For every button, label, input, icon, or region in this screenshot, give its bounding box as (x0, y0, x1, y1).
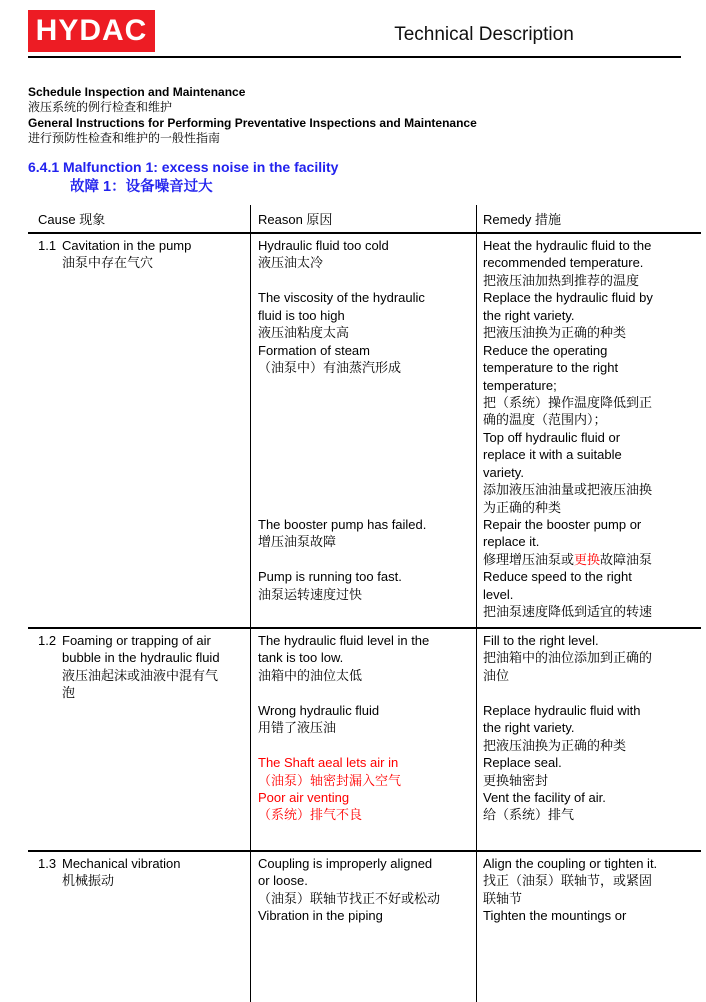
text-line (258, 254, 476, 271)
text-line (483, 411, 701, 428)
text-line (258, 684, 476, 701)
text-line (483, 872, 701, 889)
text-segment: variety. (483, 464, 524, 480)
text-segment: Replace the hydraulic fluid by (483, 290, 653, 306)
text-line (258, 719, 476, 736)
text-line (483, 377, 701, 394)
text-segment: 泡 (62, 685, 76, 701)
text-segment: 液压油起沫或油液中混有气 (62, 667, 219, 683)
text-line (483, 429, 701, 446)
text-line (258, 806, 476, 823)
text-line (483, 446, 701, 463)
text-line (258, 872, 476, 889)
text-segment: 机械振动 (62, 873, 115, 889)
text-line (258, 237, 476, 254)
table-row (28, 852, 701, 1002)
text-segment: （油泵）联轴节找正不好或松动 (258, 890, 441, 906)
text-line (258, 377, 476, 394)
intro-line-zh-2: 进行预防性检查和维护的一般性指南 (28, 131, 221, 146)
text-line (258, 289, 476, 306)
text-segment: 故障油泵 (600, 551, 653, 567)
text-segment: Formation of steam (258, 342, 370, 358)
text-segment: Reduce the operating (483, 342, 608, 358)
text-segment: Cavitation in the pump (62, 238, 192, 253)
text-segment: level. (483, 586, 514, 602)
text-segment: Top off hydraulic fluid or (483, 429, 621, 445)
text-segment: Mechanical vibration (62, 856, 181, 871)
text-line (258, 394, 476, 411)
table-body (28, 234, 701, 1002)
row-number: 1.1 (38, 238, 57, 253)
text-line (258, 754, 476, 771)
text-line (258, 307, 476, 324)
text-line (483, 324, 701, 341)
text-line (483, 702, 701, 719)
highlighted-text: 更换 (574, 551, 601, 567)
text-line (483, 649, 701, 666)
text-segment: Reduce speed to the right (483, 569, 632, 585)
text-line (483, 719, 701, 736)
text-segment: Fill to the right level. (483, 633, 599, 648)
text-line (258, 359, 476, 376)
reason-cell (250, 629, 476, 850)
cause-cell (28, 629, 250, 850)
text-segment: 把液压油换为正确的种类 (483, 325, 627, 341)
text-segment: recommended temperature. (483, 255, 644, 271)
text-segment: 把（系统）操作温度降低到正 (483, 394, 653, 410)
text-segment: Wrong hydraulic fluid (258, 702, 380, 718)
text-line (258, 533, 476, 550)
text-line (258, 324, 476, 341)
text-segment: 把油箱中的油位添加到正确的 (483, 650, 653, 666)
text-segment: 修理增压油泵或 (483, 551, 575, 567)
text-segment: Replace hydraulic fluid with (483, 702, 641, 718)
text-line (483, 481, 701, 498)
text-segment: 确的温度（范围内）； (483, 412, 607, 428)
text-segment: 为正确的种类 (483, 499, 562, 515)
text-line (483, 772, 701, 789)
text-segment: Tighten the mountings or (483, 908, 627, 924)
reason-cell (250, 852, 476, 1002)
text-segment: Coupling is improperly aligned (258, 856, 433, 871)
text-segment: 把油泵速度降低到适宜的转速 (483, 604, 653, 620)
row-number: 1.3 (38, 856, 57, 871)
text-line (483, 684, 701, 701)
text-segment: The hydraulic fluid level in the (258, 633, 430, 648)
text-line (483, 359, 701, 376)
text-segment: temperature to the right (483, 360, 619, 376)
text-line (258, 568, 476, 585)
text-segment: 更换轴密封 (483, 772, 549, 788)
intro-line-en-1: Schedule Inspection and Maintenance (28, 85, 246, 99)
column-header-remedy: Remedy 措施 (476, 205, 701, 232)
text-line (483, 907, 701, 924)
text-line (258, 772, 476, 789)
text-line (483, 533, 701, 550)
text-segment: replace it with a suitable (483, 447, 622, 463)
text-line (258, 855, 476, 872)
text-segment: or loose. (258, 873, 308, 889)
text-line (258, 464, 476, 481)
row-number: 1.2 (38, 633, 57, 648)
text-line (258, 272, 476, 289)
cause-cell (28, 852, 250, 1002)
text-segment: 油泵中存在气穴 (62, 255, 154, 271)
text-segment: 把液压油加热到推荐的温度 (483, 272, 640, 288)
text-line (258, 649, 476, 666)
text-line (483, 586, 701, 603)
column-header-reason: Reason 原因 (250, 205, 476, 232)
intro-line-zh-1: 液压系统的例行检查和维护 (28, 100, 173, 115)
cause-cell (28, 234, 250, 627)
text-segment: Hydraulic fluid too cold (258, 238, 389, 253)
text-line (258, 632, 476, 649)
text-segment: 找正（油泵）联轴节，或紧固 (483, 873, 653, 889)
text-line (483, 754, 701, 771)
section-heading-en: 6.4.1 Malfunction 1: excess noise in the facility (28, 159, 339, 175)
text-segment: （油泵中）有油蒸汽形成 (258, 360, 402, 376)
text-line (258, 446, 476, 463)
text-line (258, 667, 476, 684)
text-segment: 液压油粘度太高 (258, 325, 350, 341)
text-line (62, 684, 250, 701)
text-segment: Pump is running too fast. (258, 569, 402, 585)
hydac-logo (28, 10, 155, 52)
text-line (483, 855, 701, 872)
text-segment: bubble in the hydraulic fluid (62, 650, 220, 666)
text-line (62, 855, 250, 872)
text-line (258, 499, 476, 516)
column-header-cause: Cause 现象 (38, 212, 106, 227)
header-divider (28, 56, 681, 58)
text-segment: Vent the facility of air. (483, 789, 606, 805)
highlighted-text: Poor air venting (258, 789, 350, 805)
text-line (258, 481, 476, 498)
text-segment: The booster pump has failed. (258, 517, 427, 532)
table-row (28, 629, 701, 852)
section-heading-zh: 故障 1：设备噪音过大 (70, 178, 213, 195)
text-segment: 油泵运转速度过快 (258, 586, 363, 602)
text-line (483, 272, 701, 289)
text-line (62, 872, 250, 889)
hydac-logo-text: HYDAC (35, 14, 148, 47)
text-segment: The viscosity of the hydraulic (258, 290, 425, 306)
text-line (258, 516, 476, 533)
text-segment: 把液压油换为正确的种类 (483, 737, 627, 753)
text-segment: 油箱中的油位太低 (258, 667, 363, 683)
text-line (258, 789, 476, 806)
text-segment: the right variety. (483, 307, 575, 323)
text-segment: 给（系统）排气 (483, 807, 575, 823)
text-line (258, 342, 476, 359)
text-segment: the right variety. (483, 720, 575, 736)
text-segment: Align the coupling or tighten it. (483, 856, 658, 871)
text-segment: 液压油太冷 (258, 255, 324, 271)
text-line (258, 586, 476, 603)
reason-cell (250, 234, 476, 627)
text-line (62, 632, 250, 649)
text-segment: temperature; (483, 377, 557, 393)
remedy-cell (476, 234, 701, 627)
text-segment: 用错了液压油 (258, 720, 337, 736)
text-line (258, 551, 476, 568)
remedy-cell (476, 629, 701, 850)
text-line (483, 551, 701, 568)
text-line (483, 394, 701, 411)
text-segment: 增压油泵故障 (258, 534, 337, 550)
intro-block (28, 85, 477, 147)
intro-line-en-2: General Instructions for Performing Preventative Inspections and Maintenance (28, 115, 477, 130)
text-line (483, 667, 701, 684)
text-segment: Foaming or trapping of air (62, 633, 211, 648)
text-line (483, 516, 701, 533)
text-segment: 油位 (483, 667, 510, 683)
text-line (258, 429, 476, 446)
text-line (483, 307, 701, 324)
text-line (483, 632, 701, 649)
table-header-row (28, 205, 701, 234)
text-line (483, 289, 701, 306)
text-segment: tank is too low. (258, 650, 344, 666)
highlighted-text: （系统）排气不良 (258, 807, 363, 823)
text-line (483, 789, 701, 806)
text-segment: Vibration in the piping (258, 908, 383, 924)
page-title: Technical Description (394, 24, 574, 45)
text-segment: replace it. (483, 534, 540, 550)
text-line (62, 254, 250, 271)
text-line (483, 499, 701, 516)
text-line (483, 568, 701, 585)
remedy-cell (476, 852, 701, 1002)
text-line (483, 254, 701, 271)
text-line (62, 649, 250, 666)
text-segment: Replace seal. (483, 755, 562, 771)
text-line (258, 737, 476, 754)
highlighted-text: （油泵）轴密封漏入空气 (258, 772, 402, 788)
text-line (483, 603, 701, 620)
text-line (258, 907, 476, 924)
text-segment: fluid is too high (258, 307, 345, 323)
text-line (483, 806, 701, 823)
text-line (483, 342, 701, 359)
text-line (62, 237, 250, 254)
malfunction-table (28, 205, 701, 1002)
highlighted-text: The Shaft aeal lets air in (258, 755, 399, 771)
text-line (483, 464, 701, 481)
table-row (28, 234, 701, 629)
text-line (258, 411, 476, 428)
text-line (483, 237, 701, 254)
text-line (62, 667, 250, 684)
text-line (483, 737, 701, 754)
text-line (258, 702, 476, 719)
section-heading (28, 158, 338, 197)
text-segment: Repair the booster pump or (483, 517, 642, 532)
text-segment: 添加液压油油量或把液压油换 (483, 482, 653, 498)
text-segment: Heat the hydraulic fluid to the (483, 238, 652, 253)
text-segment: 联轴节 (483, 890, 523, 906)
